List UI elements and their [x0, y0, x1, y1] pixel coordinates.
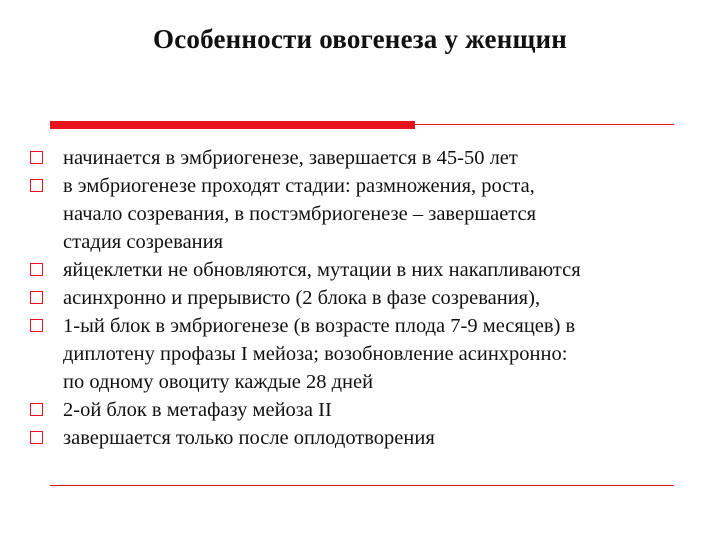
list-item — [30, 396, 710, 424]
list-item — [30, 172, 710, 256]
list-item — [30, 144, 710, 172]
bullet-text: завершается только после оплодотворения — [63, 427, 435, 449]
square-bullet-icon — [30, 431, 43, 444]
list-item — [30, 312, 710, 396]
slide-title: Особенности овогенеза у женщин — [153, 24, 567, 54]
title-accent-bar — [50, 121, 415, 129]
square-bullet-icon — [30, 179, 43, 192]
bullet-list — [30, 144, 710, 452]
square-bullet-icon — [30, 403, 43, 416]
bullet-text: в эмбриогенезе проходят стадии: размножения, роста, начало созревания, в постэмбриогенезе – завершается стадия созревания — [63, 175, 537, 253]
square-bullet-icon — [30, 291, 43, 304]
bullet-text: начинается в эмбриогенезе, завершается в 45-50 лет — [63, 147, 518, 169]
bullet-text: 1-ый блок в эмбриогенезе (в возрасте плода 7-9 месяцев) в диплотену профазы I мейоза; возобновление асинхронно: по одному овоциту каждые 28 дней — [63, 315, 576, 393]
square-bullet-icon — [30, 319, 43, 332]
list-item — [30, 256, 710, 284]
list-item — [30, 424, 710, 452]
list-item — [30, 284, 710, 312]
bottom-divider — [50, 485, 674, 486]
bullet-text: асинхронно и прерывисто (2 блока в фазе созревания), — [63, 287, 541, 309]
square-bullet-icon — [30, 263, 43, 276]
bullet-text: 2-ой блок в метафазу мейоза II — [63, 399, 332, 421]
square-bullet-icon — [30, 151, 43, 164]
bullet-text: яйцеклетки не обновляются, мутации в них накапливаются — [63, 259, 581, 281]
